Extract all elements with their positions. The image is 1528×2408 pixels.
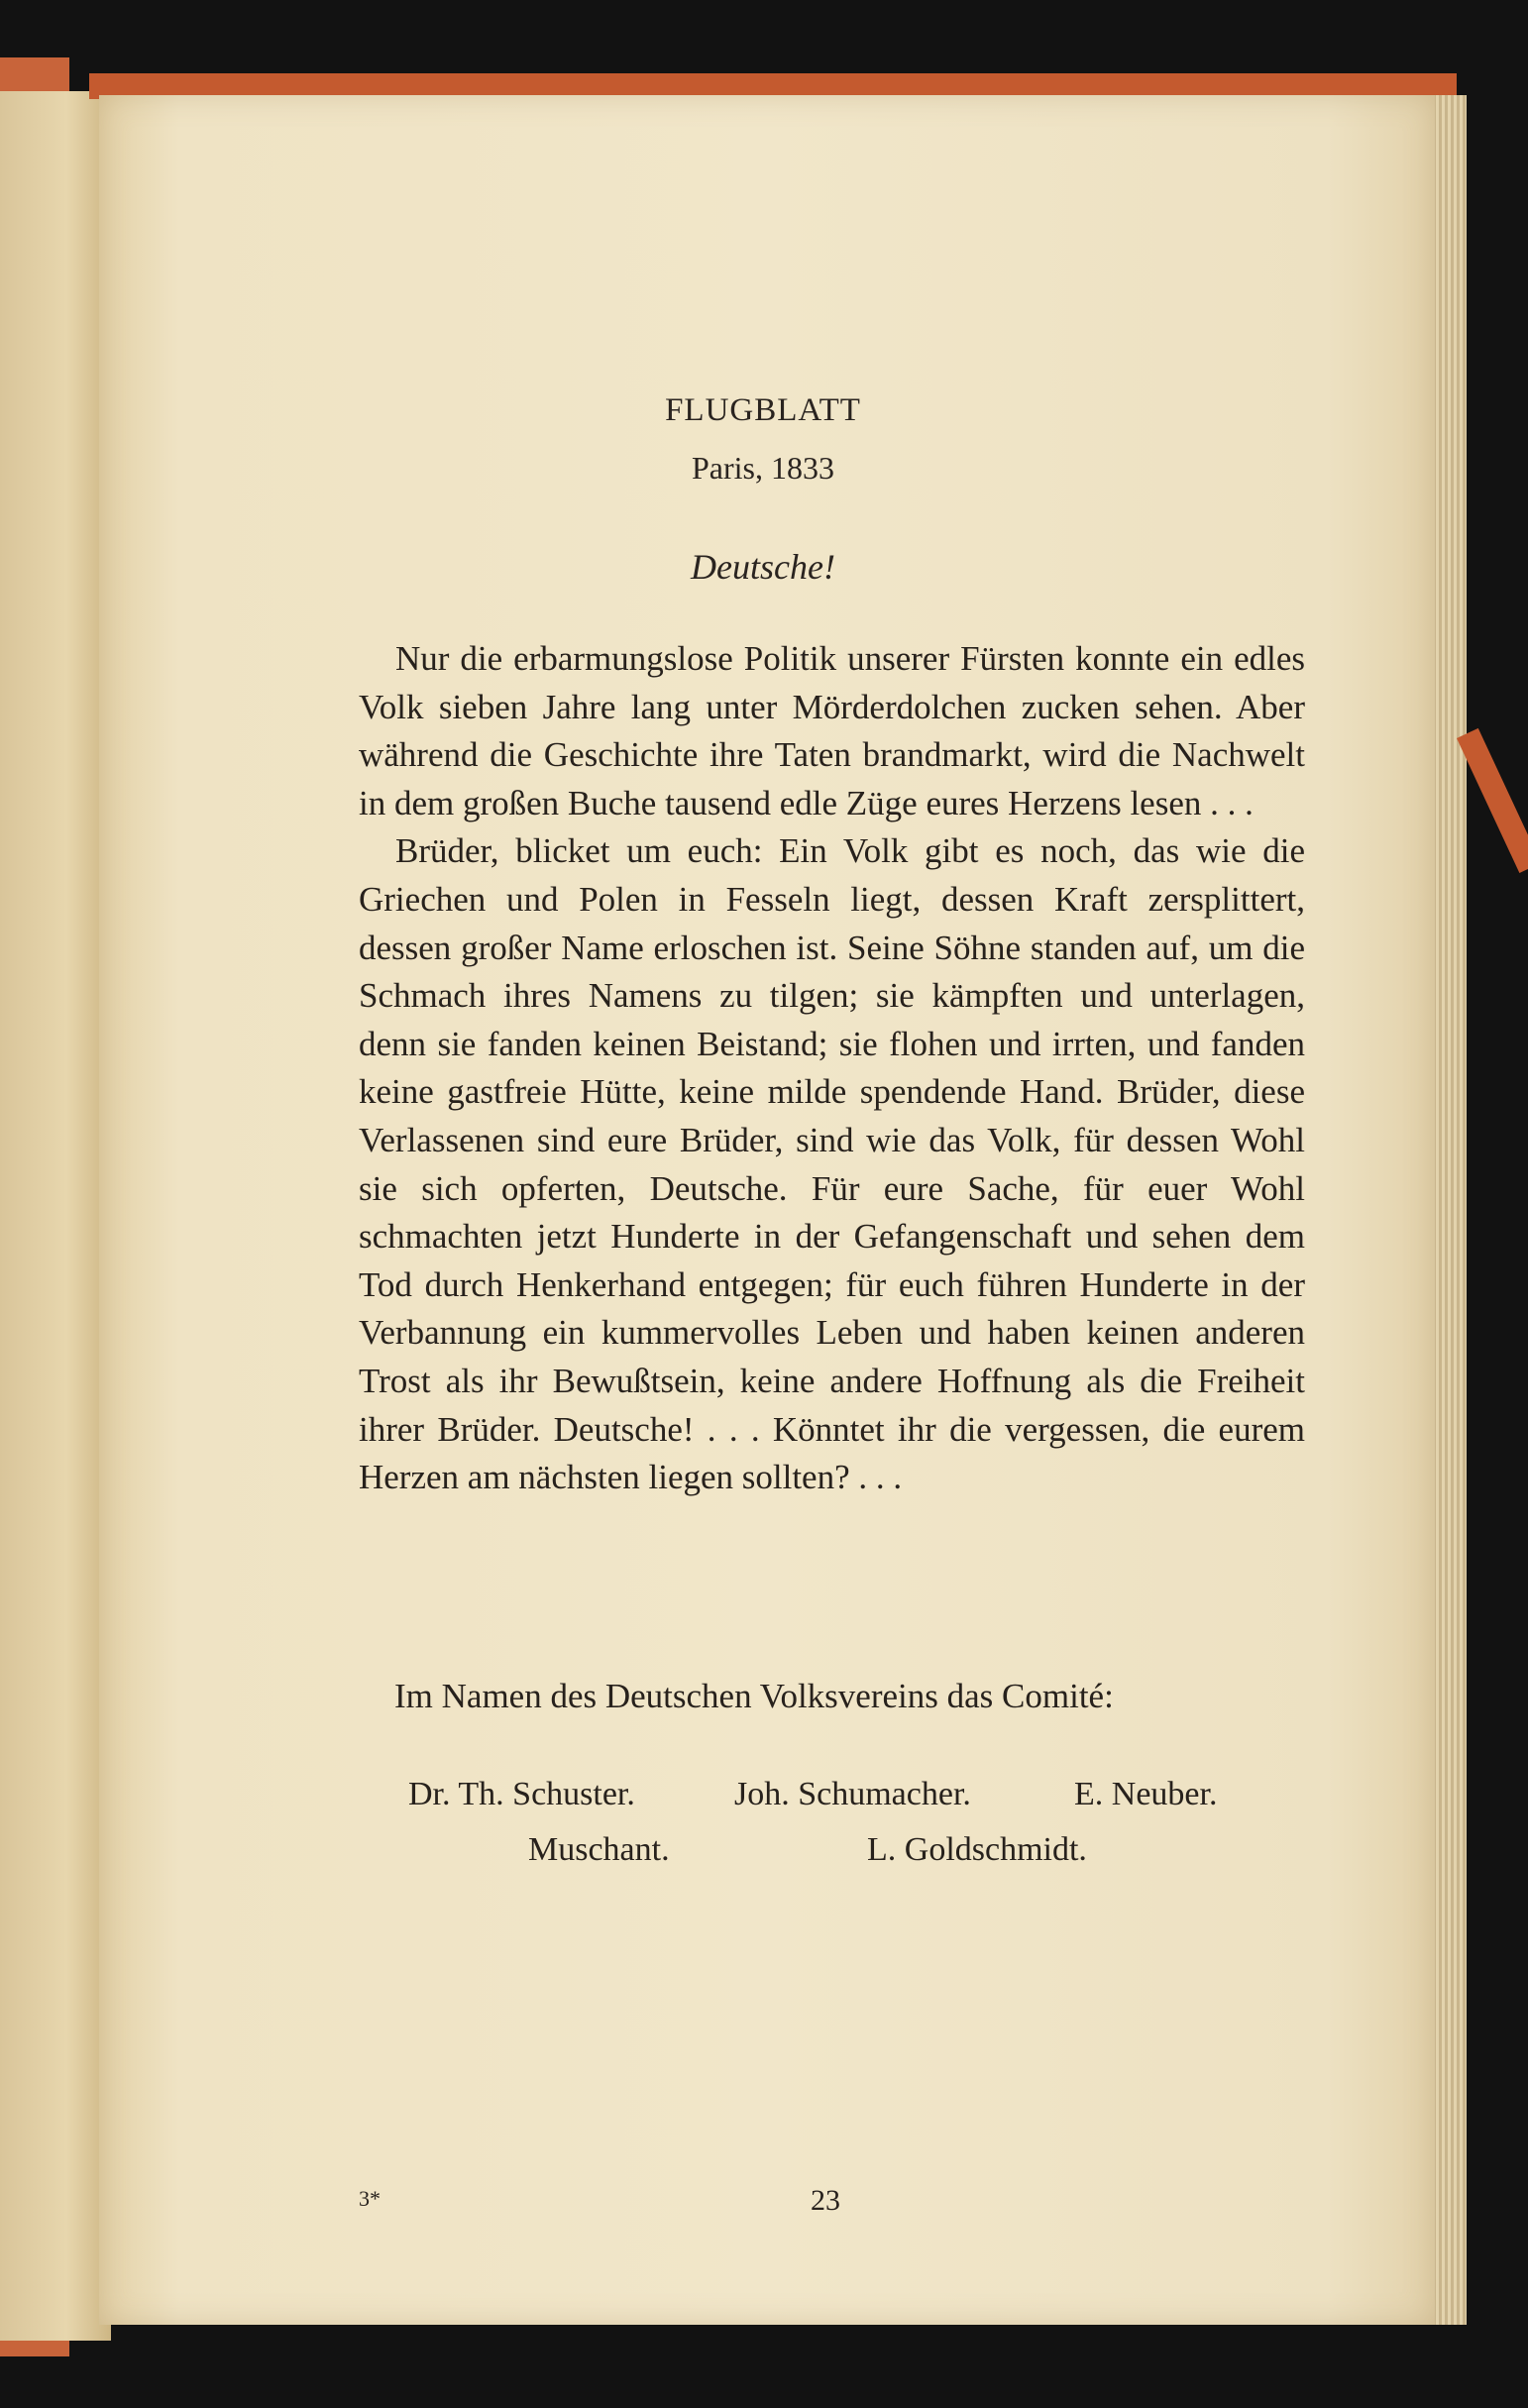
page-number: 23: [811, 2184, 840, 2217]
left-page-edge: [0, 91, 111, 2341]
signatory: L. Goldschmidt.: [867, 1831, 1087, 1868]
body-text: [359, 635, 1305, 1502]
place-date: Paris, 1833: [692, 450, 834, 486]
paragraph-1: Nur die erbarmungslose Politik unserer Fürsten konnte ein edles Volk sieben Jahre lang unter Mörderdolchen zucken sehen. Aber während die Geschichte ihre Taten brandmarkt, wird die Nachwelt in dem großen Buche tausend edle Züge eures Herzens lesen . . .: [359, 639, 1305, 822]
signoff-line: Im Namen des Deutschen Volksvereins das Comité:: [394, 1677, 1114, 1715]
salutation: Deutsche!: [691, 547, 835, 587]
signatory: E. Neuber.: [1074, 1776, 1218, 1812]
document-title: FLUGBLATT: [665, 392, 861, 428]
sheet-signature-mark: 3*: [359, 2186, 381, 2211]
paragraph-2: Brüder, blicket um euch: Ein Volk gibt es noch, das wie die Griechen und Polen in Fesseln liegt, dessen Kraft zersplittert, dessen großer Name erloschen ist. Seine Söhne standen auf, um die Schmach ihres Namens zu tilgen; sie kämpften und unterlagen, denn sie fanden keinen Beistand; sie flohen und irrten, und fanden keine gastfreie Hütte, keine milde spendende Hand. Brüder, diese Verlassenen sind eure Brüder, sind wie das Volk, für dessen Wohl sie sich opferten, Deutsche. Für eure Sache, für euer Wohl schmachten jetzt Hunderte in der Gefangenschaft und sehen dem Tod durch Henkerhand entgegen; für euch führen Hunderte in der Verbannung ein kummervolles Leben und haben keinen anderen Trost als ihr Bewußtsein, keine andere Hoffnung als die Freiheit ihrer Brüder. Deutsche! . . . Könntet ihr die vergessen, die eurem Herzen am nächsten liegen sollten? . . .: [359, 831, 1305, 1497]
book-page: [99, 95, 1435, 2325]
signatory: Dr. Th. Schuster.: [408, 1776, 635, 1812]
signatory: Joh. Schumacher.: [734, 1776, 971, 1812]
signatory: Muschant.: [528, 1831, 670, 1868]
